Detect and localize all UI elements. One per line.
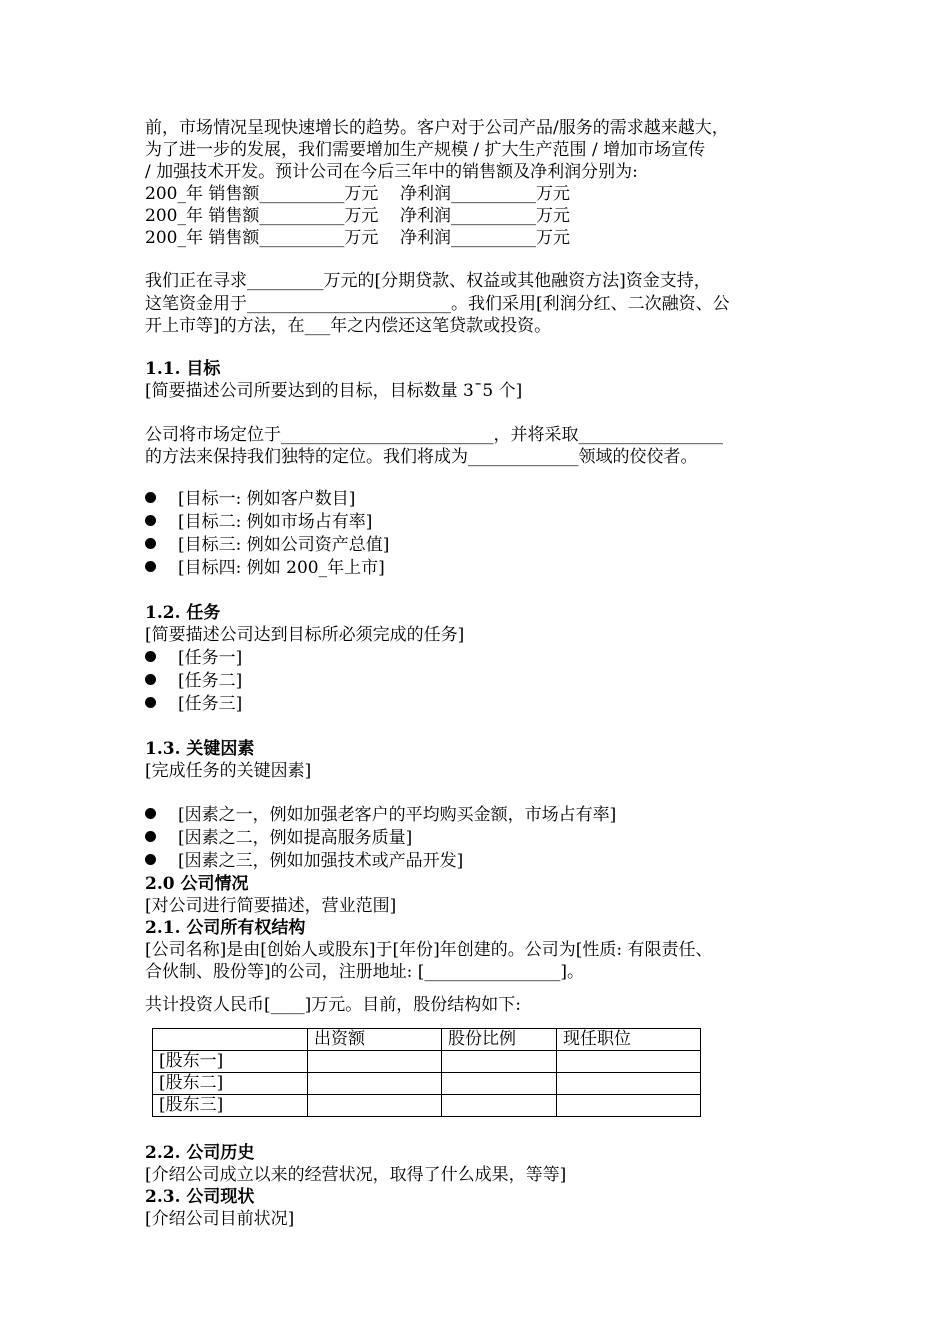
bullet-icon <box>145 651 156 662</box>
ownership-line-1: [公司名称]是由[创始人或股东]于[年份]年创建的。公司为[性质: 有限责任、 <box>145 940 713 960</box>
positioning-line-2: 的方法来保持我们独特的定位。我们将成为_____________领域的佼佼者。 <box>145 447 698 467</box>
bullet-icon <box>145 538 156 549</box>
table-header-cell: 出资额 <box>308 1029 442 1051</box>
section-heading-history: 2.2. 公司历史 <box>145 1143 255 1163</box>
section-desc-company: [对公司进行简要描述，营业范围] <box>145 896 397 916</box>
table-cell: [股东一] <box>153 1051 308 1073</box>
table-row <box>153 1073 701 1095</box>
table-cell <box>557 1051 701 1073</box>
table-row <box>153 1095 701 1117</box>
table-cell <box>442 1095 557 1117</box>
list-item: [因素之一，例如加强老客户的平均购买金额，市场占有率] <box>145 804 616 827</box>
bullet-icon <box>145 492 156 503</box>
table-cell: [股东三] <box>153 1095 308 1117</box>
bullet-icon <box>145 831 156 842</box>
section-heading-company: 2.0 公司情况 <box>145 874 249 894</box>
list-item: [目标三: 例如公司资产总值] <box>145 534 389 557</box>
funding-line-3: 开上市等]的方法，在___年之内偿还这笔贷款或投资。 <box>145 316 552 336</box>
intro-line-2: 为了进一步的发展，我们需要增加生产规模 / 扩大生产范围 / 增加市场宣传 <box>145 140 706 160</box>
table-row <box>153 1051 701 1073</box>
table-header-cell: 股份比例 <box>442 1029 557 1051</box>
bullet-icon <box>145 854 156 865</box>
bullet-icon <box>145 561 156 572</box>
table-cell: [股东二] <box>153 1073 308 1095</box>
list-item: [因素之三，例如加强技术或产品开发] <box>145 850 463 873</box>
section-heading-ownership: 2.1. 公司所有权结构 <box>145 918 306 938</box>
bullet-icon <box>145 515 156 526</box>
bullet-icon <box>145 674 156 685</box>
table-header-cell <box>153 1029 308 1051</box>
sales-forecast-line-2: 200_年 销售额__________万元 净利润__________万元 <box>145 206 570 226</box>
section-desc-tasks: [简要描述公司达到目标所必须完成的任务] <box>145 625 465 645</box>
list-item: [任务一] <box>145 647 242 670</box>
list-item: [任务三] <box>145 693 242 716</box>
table-cell <box>442 1073 557 1095</box>
intro-line-3: / 加强技术开发。预计公司在今后三年中的销售额及净利润分别为: <box>145 162 638 182</box>
ownership-line-2: 合伙制、股份等]的公司，注册地址: [________________]。 <box>145 962 585 982</box>
funding-line-2: 这笔资金用于________________________。我们采用[利润分红、二次融资、公 <box>145 294 730 314</box>
section-heading-tasks: 1.2. 任务 <box>145 603 221 623</box>
funding-line-1: 我们正在寻求_________万元的[分期贷款、权益或其他融资方法]资金支持， <box>145 271 711 291</box>
table-cell <box>308 1051 442 1073</box>
sales-forecast-line-1: 200_年 销售额__________万元 净利润__________万元 <box>145 184 570 204</box>
table-header-cell: 现任职位 <box>557 1029 701 1051</box>
list-item: [目标二: 例如市场占有率] <box>145 511 372 534</box>
section-desc-key-factors: [完成任务的关键因素] <box>145 761 312 781</box>
table-cell <box>557 1095 701 1117</box>
section-heading-goals: 1.1. 目标 <box>145 359 221 379</box>
intro-line-1: 前，市场情况呈现快速增长的趋势。客户对于公司产品/服务的需求越来越大， <box>145 118 729 138</box>
section-desc-history: [介绍公司成立以来的经营状况，取得了什么成果，等等] <box>145 1165 567 1185</box>
section-desc-status: [介绍公司目前状况] <box>145 1209 295 1229</box>
table-cell <box>557 1073 701 1095</box>
shareholder-table <box>152 1028 701 1117</box>
list-item: [任务二] <box>145 670 242 693</box>
bullet-icon <box>145 697 156 708</box>
investment-line: 共计投资人民币[____]万元。目前，股份结构如下: <box>145 995 521 1015</box>
list-item: [因素之二，例如提高服务质量] <box>145 827 412 850</box>
bullet-icon <box>145 808 156 819</box>
list-item: [目标四: 例如 200_年上市] <box>145 557 385 580</box>
sales-forecast-line-3: 200_年 销售额__________万元 净利润__________万元 <box>145 228 570 248</box>
section-desc-goals: [简要描述公司所要达到的目标，目标数量 3¯5 个] <box>145 381 523 401</box>
table-header-row <box>153 1029 701 1051</box>
section-heading-status: 2.3. 公司现状 <box>145 1187 255 1207</box>
list-item: [目标一: 例如客户数目] <box>145 488 355 511</box>
section-heading-key-factors: 1.3. 关键因素 <box>145 739 255 759</box>
positioning-line-1: 公司将市场定位于_________________________，并将采取_________________ <box>145 425 723 445</box>
table-cell <box>308 1095 442 1117</box>
table-cell <box>442 1051 557 1073</box>
table-cell <box>308 1073 442 1095</box>
